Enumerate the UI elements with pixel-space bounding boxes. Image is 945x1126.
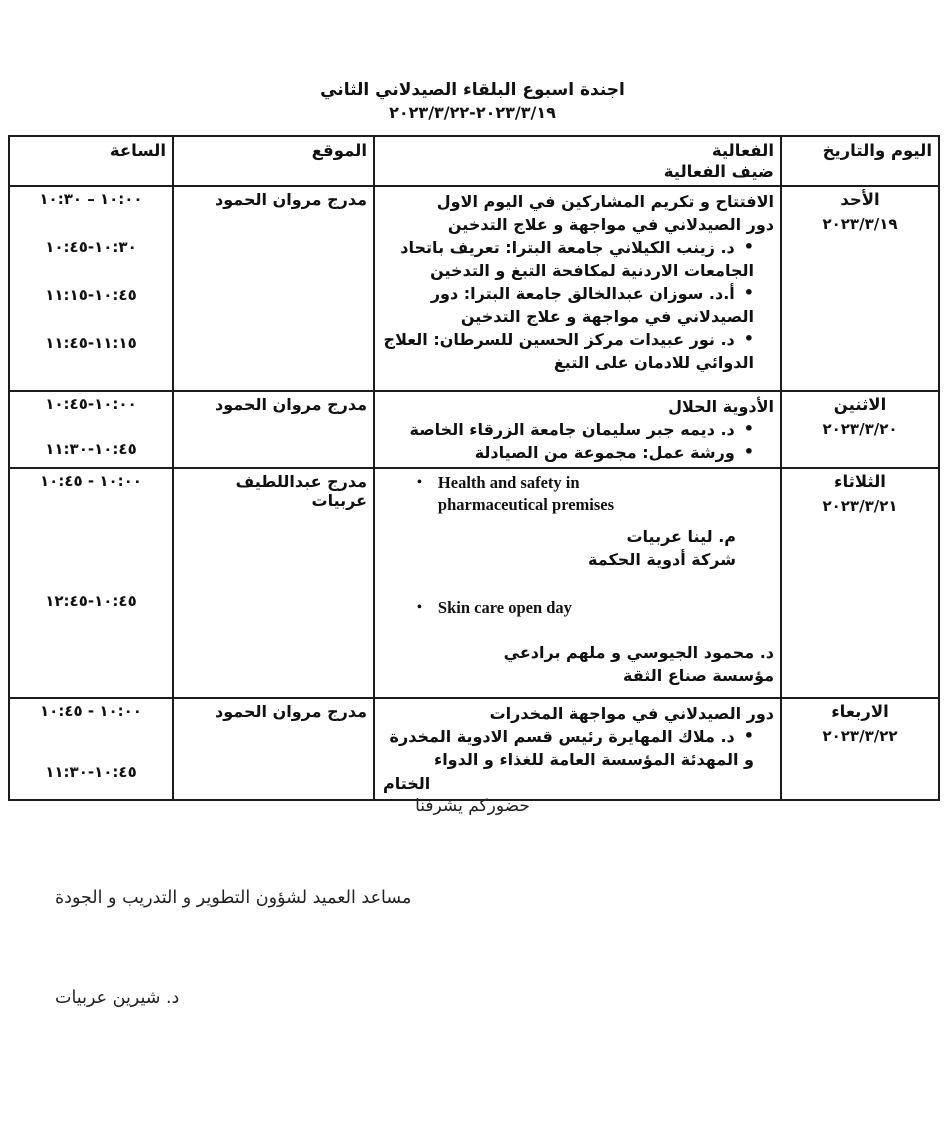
event-bullet-item [381,418,774,441]
event-title: دور الصيدلاني في مواجهة المخدرات [489,704,774,723]
bullet-text: د. نور عبيدات مركز الحسين للسرطان: العلاج الدوائي للادمان على التبغ [383,330,754,372]
event-bullet-item [381,725,774,771]
attendance-note: حضوركم يشرفنا [415,796,530,816]
event-cell [374,468,781,698]
header-location: الموقع [173,136,374,186]
location-cell: مدرج مروان الحمود [173,698,374,800]
bullet-icon: • [743,419,754,438]
event-cell [374,186,781,391]
day-date: ٢٠٢٣/٣/٢٠ [822,420,898,438]
table-row-wednesday [9,698,939,800]
day-name: الاربعاء [831,702,889,721]
event-cell [374,391,781,468]
time-slot: ١٠:٤٥-١١:٣٠ [45,440,137,458]
day-date-cell [781,468,939,698]
bullet-text: ورشة عمل: مجموعة من الصيادلة [474,443,735,462]
event-cell [374,698,781,800]
signature-title: مساعد العميد لشؤون التطوير و التدريب و الجودة [55,888,412,908]
day-date: ٢٠٢٣/٣/١٩ [822,215,898,233]
bullet-icon: • [743,442,754,461]
day-date-cell [781,391,939,468]
day-name: الأحد [840,190,880,209]
bullet-text: د. ديمه جبر سليمان جامعة الزرقاء الخاصة [409,420,735,439]
time-slot: ١٠:٤٥-١١:٣٠ [45,763,137,781]
bullet-icon: • [743,237,754,256]
event-title: الافتتاح و تكريم المشاركين في اليوم الاول [436,192,774,211]
bullet-text: د. ملاك المهايرة رئيس قسم الادوية المخدرة و المهدئة المؤسسة العامة للغذاء و الدواء [389,727,754,769]
day-date-cell [781,698,939,800]
time-cell [9,468,173,698]
event-subtitle: دور الصيدلاني في مواجهة و علاج التدخين [447,215,774,234]
time-slot: ١٠:٤٥-١١:١٥ [45,286,137,304]
time-slot: ١١:١٥-١١:٤٥ [45,334,137,352]
document-header [0,78,945,124]
bullet-icon: • [743,283,754,302]
table-row-tuesday [9,468,939,698]
event-guest: د. محمود الجيوسي و ملهم برادعي [503,643,774,662]
time-slot: ١٠:٠٠ – ١٠:٣٠ [39,190,143,208]
event-bullet-item [381,236,774,282]
table-row-sunday [9,186,939,391]
bullet-icon: • [743,329,754,348]
time-slot: ١٠:٤٥-١٢:٤٥ [45,592,137,610]
page-title: اجندة اسبوع البلقاء الصيدلاني الثاني [320,80,625,100]
time-slot: ١٠:٣٠-١٠:٤٥ [45,238,137,256]
event-bullet-item [381,328,774,374]
schedule-table [8,135,940,801]
day-name: الثلاثاء [834,472,886,491]
location-cell: مدرج عبداللطيف عربيات [173,468,374,698]
day-date-cell [781,186,939,391]
header-time: الساعة [9,136,173,186]
event-closing: الختام [383,774,431,793]
header-event [374,136,781,186]
day-date: ٢٠٢٣/٣/٢٢ [822,727,898,745]
event-guest: مؤسسة صناع الثقة [623,666,774,685]
bullet-icon: • [743,726,754,745]
bullet-text: د. زينب الكيلاني جامعة البترا: تعريف باتحاد الجامعات الاردنية لمكافحة التبغ و التدخين [400,238,754,280]
location-cell: مدرج مروان الحمود [173,391,374,468]
bullet-text-en: Health and safety in pharmaceutical premises [437,473,615,514]
location-cell: مدرج مروان الحمود [173,186,374,391]
time-cell [9,698,173,800]
event-bullet-item-en [417,472,774,516]
event-bullet-item-en [417,597,774,619]
header-day-date: اليوم والتاريخ [781,136,939,186]
time-slot: ١٠:٠٠ - ١٠:٤٥ [40,702,142,720]
table-row-monday [9,391,939,468]
event-guest: م. لينا عربيات [626,527,736,546]
date-range: ٢٠٢٣/٣/١٩-٢٠٢٣/٣/٢٢ [389,103,556,122]
time-cell [9,391,173,468]
table-header-row [9,136,939,186]
time-cell [9,186,173,391]
header-event-guest-label: ضيف الفعالية [663,162,774,181]
bullet-text: أ.د. سوزان عبدالخالق جامعة البترا: دور الصيدلاني في مواجهة و علاج التدخين [430,284,754,326]
header-event-label: الفعالية [711,141,774,160]
time-slot: ١٠:٠٠-١٠:٤٥ [45,395,137,413]
event-bullet-item [381,441,774,464]
bullet-icon: • [417,600,422,615]
day-name: الاثنين [833,395,887,414]
bullet-text-en: Skin care open day [437,598,572,617]
signature-name: د. شيرين عربيات [55,988,180,1008]
event-bullet-item [381,282,774,328]
day-date: ٢٠٢٣/٣/٢١ [822,497,898,515]
event-guest: شركة أدوية الحكمة [588,550,736,569]
bullet-icon: • [417,475,422,490]
event-title: الأدوية الحلال [668,397,774,416]
time-slot: ١٠:٠٠ - ١٠:٤٥ [40,472,142,490]
